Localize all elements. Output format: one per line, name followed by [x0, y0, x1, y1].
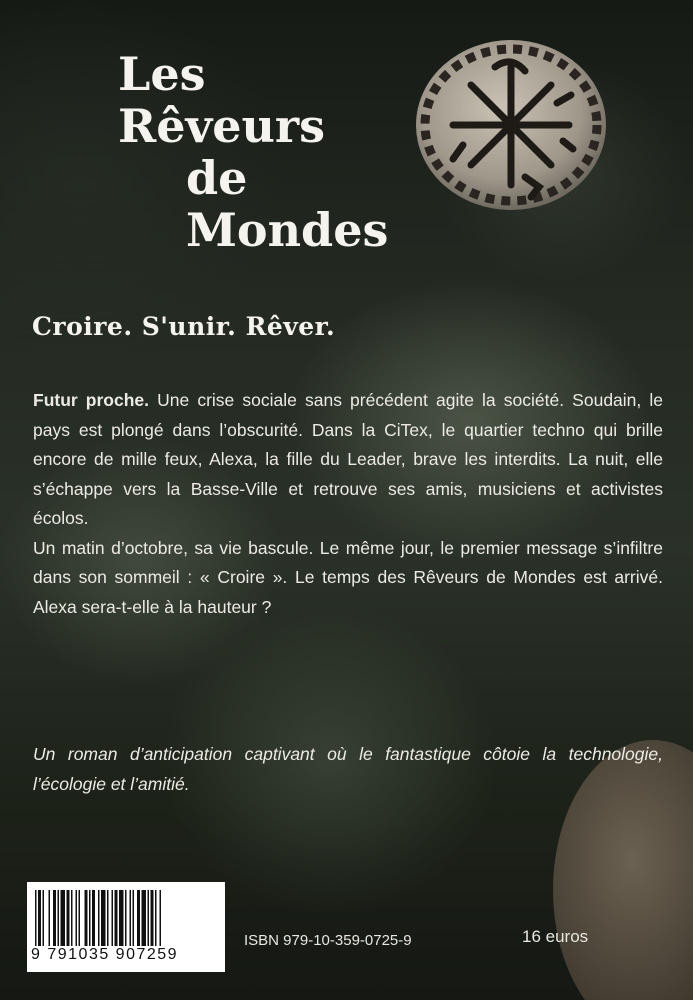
barcode-digits: 9 791035 907259 [31, 946, 179, 963]
synopsis [33, 386, 663, 622]
synopsis-lead: Futur proche. [33, 390, 150, 410]
title-line: Rêveurs [118, 99, 326, 153]
pitch-line: Un roman d’anticipation captivant où le fantastique côtoie la technologie, l’écologie et l’amitié. [33, 744, 663, 794]
price: 16 euros [522, 927, 589, 946]
title-line: Les [118, 47, 206, 101]
title-line: de [186, 151, 248, 205]
synopsis-text: Une crise sociale sans précédent agite la société. Soudain, le pays est plongé dans l’obscurité. Dans la CiTex, le quartier techno qui brille encore de mille feux, Alexa, la fille du Leader, brave les interdits. La nuit, elle s’échappe vers la Basse-Ville et retrouve ses amis, musiciens et activistes écolos. [33, 390, 663, 528]
synopsis-paragraph [33, 386, 663, 534]
rune-stone-emblem-icon [413, 37, 609, 213]
synopsis-paragraph: Un matin d’octobre, sa vie bascule. Le même jour, le premier message s’infiltre dans son sommeil : « Croire ». Le temps des Rêveurs de Mondes est arrivé. Alexa sera-t-elle à la hauteur ? [33, 537, 663, 617]
title-line: Mondes [186, 203, 389, 257]
book-title [118, 48, 458, 256]
barcode-bars [35, 890, 217, 946]
tagline: Croire. S'unir. Rêver. [32, 312, 336, 341]
isbn: ISBN 979-10-359-0725-9 [244, 932, 412, 949]
barcode [27, 882, 225, 972]
